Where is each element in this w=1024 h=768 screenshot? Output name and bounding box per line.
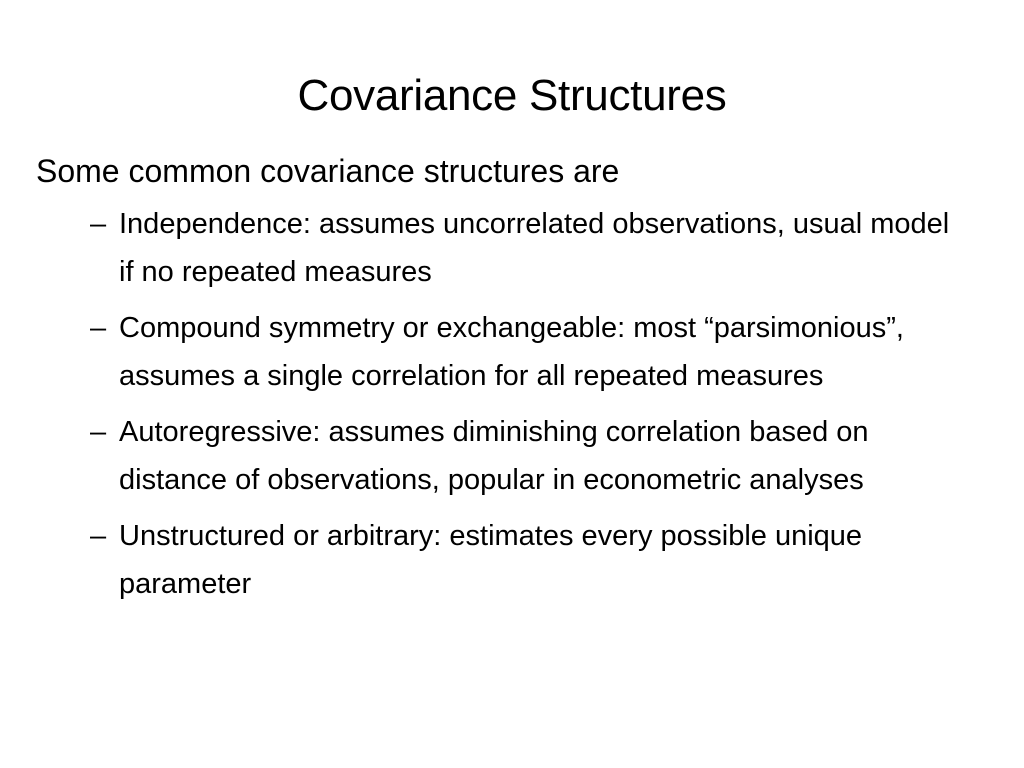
lead-text: Some common covariance structures are xyxy=(36,153,620,189)
list-item-text: Autoregressive: assumes diminishing correlation based on distance of observations, popular in econometric analyses xyxy=(119,416,869,496)
list-item xyxy=(36,304,966,400)
slide-body xyxy=(36,148,966,616)
list-item xyxy=(36,512,966,608)
slide-title: Covariance Structures xyxy=(297,71,727,120)
list-item-text: Unstructured or arbitrary: estimates every possible unique parameter xyxy=(119,520,863,600)
dash-bullet-icon: – xyxy=(90,312,107,344)
bullet-list xyxy=(36,200,966,608)
dash-bullet-icon: – xyxy=(90,208,107,240)
list-item xyxy=(36,408,966,504)
dash-bullet-icon: – xyxy=(90,520,107,552)
list-item-text: Compound symmetry or exchangeable: most “parsimonious”, assumes a single correlation for all repeated measures xyxy=(119,312,904,392)
list-item xyxy=(36,200,966,296)
list-item-text: Independence: assumes uncorrelated observations, usual model if no repeated measures xyxy=(119,208,950,288)
dash-bullet-icon: – xyxy=(90,416,107,448)
